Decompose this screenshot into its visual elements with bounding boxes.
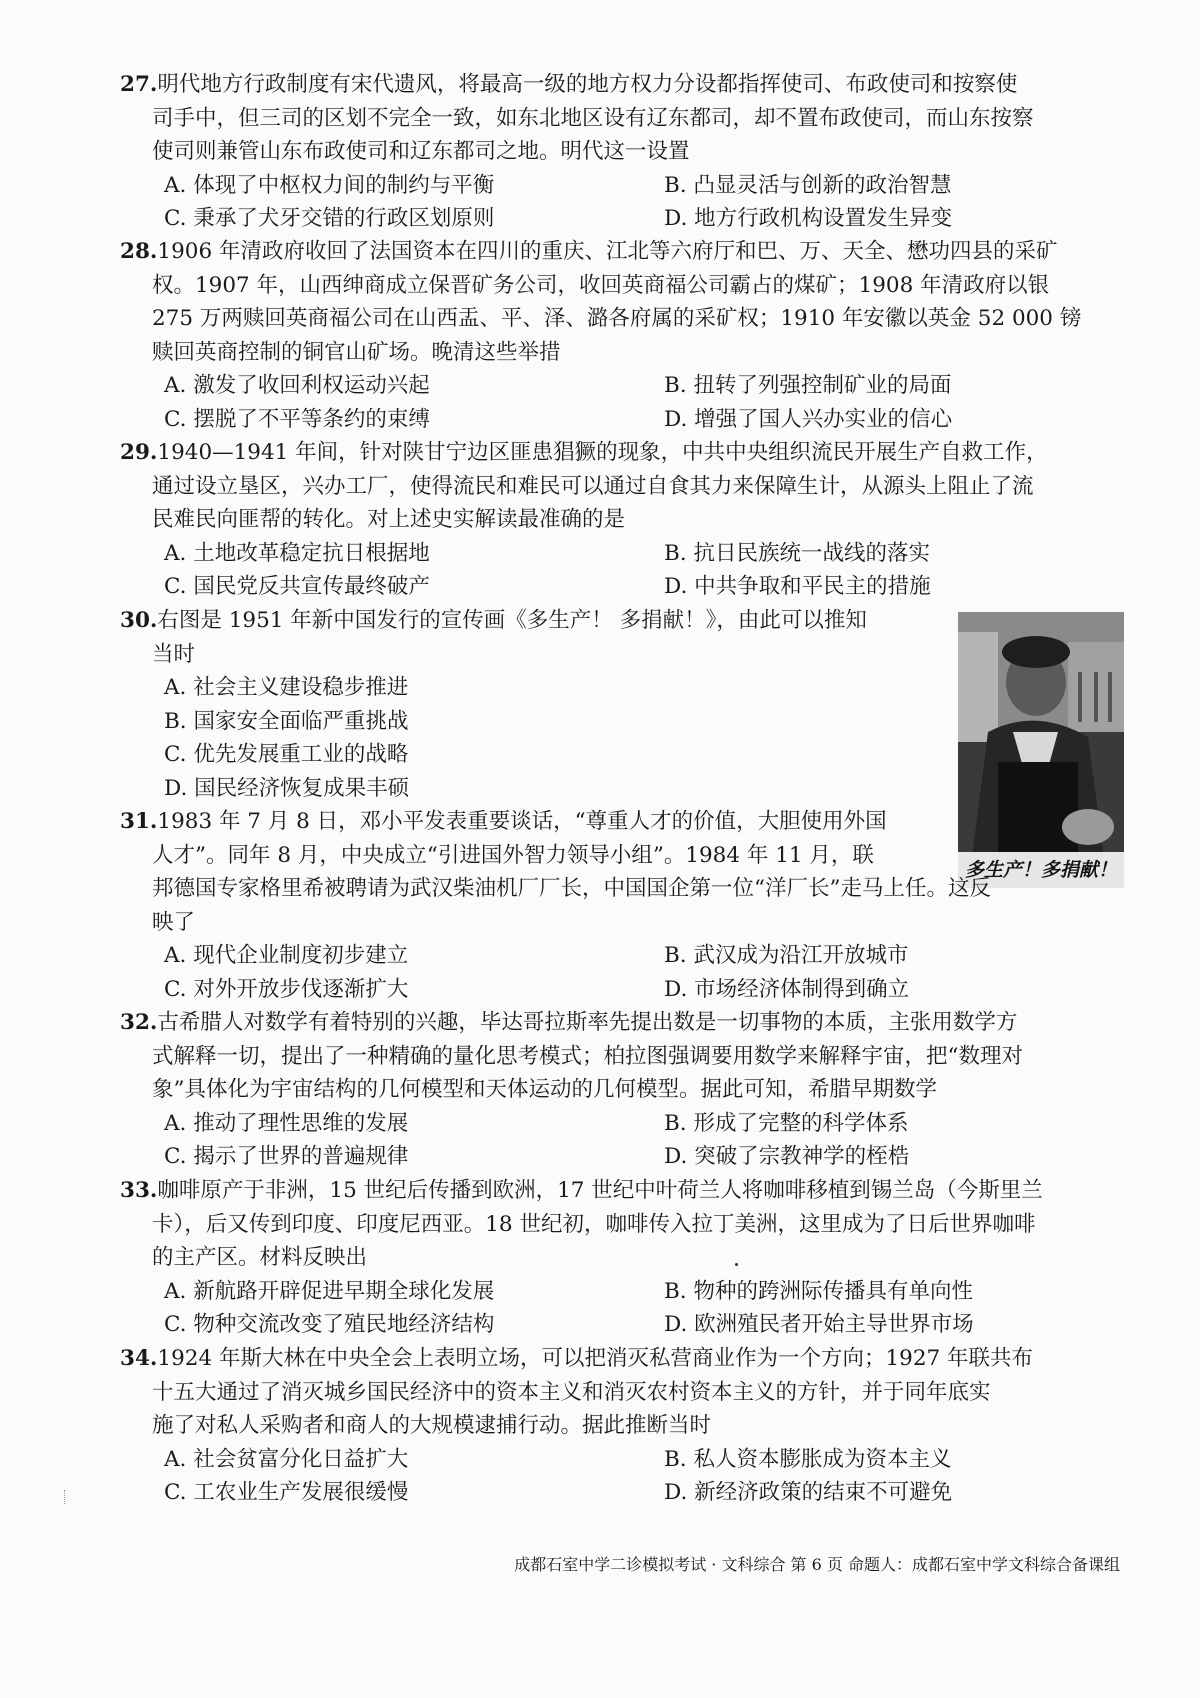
- question-text: 司手中，但三司的区划不完全一致，如东北地区设有辽东都司，却不置布政使司，而山东按察: [152, 105, 1034, 131]
- question-text: 1983 年 7 月 8 日，邓小平发表重要谈话，“尊重人才的价值，大胆使用外国: [157, 809, 887, 834]
- option-d: D. 市场经济体制得到确立: [664, 976, 910, 1002]
- option-a: A. 体现了中枢权力间的制约与平衡: [164, 172, 495, 198]
- question-32: [120, 1006, 1124, 1174]
- question-text: 人才”。同年 8 月，中央成立“引进国外智力领导小组”。1984 年 11 月，联: [152, 842, 874, 868]
- question-text: 民难民向匪帮的转化。对上述史实解读最准确的是: [152, 507, 626, 532]
- question-text: 通过设立垦区，兴办工厂，使得流民和难民可以通过自食其力来保障生计，从源头上阻止了流: [152, 473, 1034, 499]
- scan-mark: [64, 1490, 67, 1504]
- question-text: 象”具体化为宇宙结构的几何模型和天体运动的几何模型。据此可知，希腊早期数学: [152, 1077, 937, 1102]
- option-a: A. 现代企业制度初步建立: [164, 943, 409, 968]
- question-text: 赎回英商控制的铜官山矿场。晚清这些举措: [152, 339, 561, 365]
- question-text: 邦德国专家格里希被聘请为武汉柴油机厂厂长，中国国企第一位“洋厂长”走马上任。这反: [152, 876, 991, 901]
- option-c: C. 揭示了世界的普遍规律: [164, 1144, 409, 1169]
- question-text: 当时: [152, 641, 196, 667]
- question-28: [120, 235, 1124, 436]
- question-text: 施了对私人采购者和商人的大规模逮捕行动。据此推断当时: [152, 1413, 712, 1438]
- option-b: B. 抗日民族统一战线的落实: [664, 540, 930, 566]
- option-c: C. 摆脱了不平等条约的束缚: [164, 406, 430, 432]
- question-number: 33.: [120, 1178, 158, 1203]
- question-33: [120, 1174, 1124, 1342]
- question-text: 式解释一切，提出了一种精确的量化思考模式；柏拉图强调要用数学来解释宇宙，把“数理对: [152, 1043, 1023, 1069]
- question-text: 1940—1941 年间，针对陕甘宁边区匪患猖獗的现象，中共中央组织流民开展生产自救工作，: [157, 440, 1048, 465]
- question-31: [120, 805, 1124, 1006]
- question-number: 28.: [120, 239, 158, 264]
- option-c: C. 对外开放步伐逐渐扩大: [164, 976, 409, 1002]
- question-number: 34.: [120, 1346, 158, 1371]
- question-number: 29.: [120, 440, 158, 465]
- option-c: C. 优先发展重工业的战略: [164, 742, 409, 767]
- option-b: B. 扭转了列强控制矿业的局面: [664, 373, 952, 398]
- question-text: 十五大通过了消灭城乡国民经济中的资本主义和消灭农村资本主义的方针，并于同年底实: [152, 1379, 991, 1405]
- option-b: B. 武汉成为沿江开放城市: [664, 943, 909, 968]
- option-b: B. 私人资本膨胀成为资本主义: [664, 1446, 952, 1472]
- question-text: 1924 年斯大林在中央全会上表明立场，可以把消灭私营商业作为一个方向；1927 年联共布: [157, 1346, 1034, 1371]
- option-c: C. 秉承了犬牙交错的行政区划原则: [164, 206, 495, 231]
- question-number: 31.: [120, 809, 158, 834]
- option-d: D. 新经济政策的结束不可避免: [664, 1480, 953, 1505]
- question-text: 映了: [152, 909, 196, 935]
- question-number: 30.: [120, 608, 158, 633]
- question-text: 古希腊人对数学有着特别的兴趣，毕达哥拉斯率先提出数是一切事物的本质，主张用数学方: [157, 1010, 1018, 1035]
- page-footer: 成都石室中学二诊模拟考试 · 文科综合 第 6 页 命题人：成都石室中学文科综合备课组: [514, 1555, 1120, 1574]
- question-text: 275 万两赎回英商福公司在山西盂、平、泽、潞各府属的采矿权；1910 年安徽以英金 52 000 镑: [152, 306, 1082, 331]
- question-text: 右图是 1951 年新中国发行的宣传画《多生产！ 多捐献！》，由此可以推知: [157, 608, 867, 633]
- option-d: D. 突破了宗教神学的桎梏: [664, 1144, 910, 1169]
- question-27: [120, 68, 1124, 236]
- option-a: A. 土地改革稳定抗日根据地: [164, 540, 430, 566]
- option-c: C. 物种交流改变了殖民地经济结构: [164, 1312, 495, 1337]
- option-d: D. 欧洲殖民者开始主导世界市场: [664, 1312, 974, 1337]
- option-a: A. 推动了理性思维的发展: [164, 1110, 409, 1136]
- option-a: A. 社会主义建设稳步推进: [164, 675, 409, 700]
- option-d: D. 地方行政机构设置发生异变: [664, 206, 953, 231]
- option-c: C. 工农业生产发展很缓慢: [164, 1480, 409, 1505]
- option-b: B. 凸显灵活与创新的政治智慧: [664, 172, 952, 198]
- scan-speck: [735, 1263, 738, 1266]
- question-text: 咖啡原产于非洲，15 世纪后传播到欧洲，17 世纪中叶荷兰人将咖啡移植到锡兰岛（今斯里兰: [157, 1178, 1043, 1203]
- option-d: D. 国民经济恢复成果丰硕: [164, 775, 410, 801]
- question-text: 明代地方行政制度有宋代遗风，将最高一级的地方权力分设都指挥使司、布政使司和按察使: [157, 72, 1018, 97]
- question-number: 27.: [120, 72, 158, 97]
- question-text: 的主产区。材料反映出: [152, 1245, 368, 1270]
- option-b: B. 物种的跨洲际传播具有单向性: [664, 1278, 973, 1304]
- option-b: B. 形成了完整的科学体系: [664, 1110, 909, 1136]
- question-text: 卡），后又传到印度、印度尼西亚。18 世纪初，咖啡传入拉丁美洲，这里成为了日后世界咖啡: [152, 1211, 1036, 1237]
- question-text: 1906 年清政府收回了法国资本在四川的重庆、江北等六府厅和巴、万、天全、懋功四县的采矿: [157, 239, 1058, 264]
- question-number: 32.: [120, 1010, 158, 1035]
- option-a: A. 新航路开辟促进早期全球化发展: [164, 1278, 495, 1304]
- question-34: [120, 1342, 1124, 1510]
- poster-slogan: 多生产！多捐献！: [964, 859, 1117, 881]
- question-29: [120, 436, 1124, 604]
- option-a: A. 社会贫富分化日益扩大: [164, 1446, 409, 1472]
- question-text: 权。1907 年，山西绅商成立保晋矿务公司，收回英商福公司霸占的煤矿；1908 年清政府以银: [152, 272, 1050, 298]
- question-text: 使司则兼管山东布政使司和辽东都司之地。明代这一设置: [152, 139, 690, 164]
- option-d: D. 增强了国人兴办实业的信心: [664, 406, 953, 432]
- option-c: C. 国民党反共宣传最终破产: [164, 574, 430, 599]
- option-b: B. 国家安全面临严重挑战: [164, 708, 409, 734]
- option-d: D. 中共争取和平民主的措施: [664, 574, 931, 599]
- option-a: A. 激发了收回利权运动兴起: [164, 373, 430, 398]
